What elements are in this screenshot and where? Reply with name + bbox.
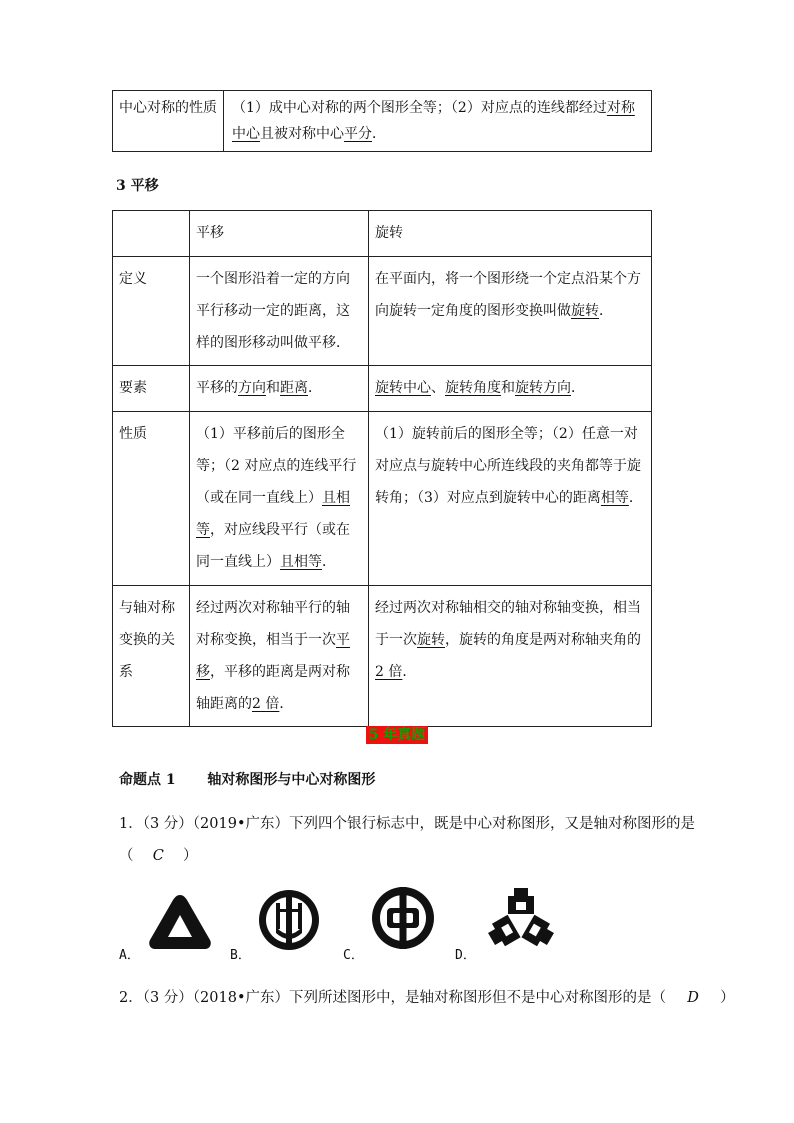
text-segment: ． xyxy=(599,303,613,319)
table-row xyxy=(113,366,652,412)
answer: D xyxy=(687,990,699,1006)
table-row xyxy=(113,257,652,366)
text-segment: ． xyxy=(402,664,417,680)
header-cell-rotation: 旋转 xyxy=(369,211,652,257)
text-segment: 和 xyxy=(266,380,280,396)
real-questions-badge: 5 年真题 xyxy=(366,726,429,744)
text-segment: 和 xyxy=(501,380,515,396)
rich-text xyxy=(375,271,641,319)
option-c-label: C． xyxy=(343,948,364,963)
underlined-answer: 旋转中心 xyxy=(375,380,431,396)
top-table xyxy=(112,90,652,152)
table-row xyxy=(113,412,652,586)
text-segment: 经过两次对称轴平行的轴对称变换，相当于一次 xyxy=(196,600,350,648)
row-label: 性质 xyxy=(113,412,190,586)
row-label: 定义 xyxy=(113,257,190,366)
underlined-answer: 旋转 xyxy=(417,632,445,648)
rich-text xyxy=(196,380,322,396)
text-segment: ． xyxy=(308,380,322,396)
boc-logo-icon xyxy=(370,885,436,951)
rich-text xyxy=(196,600,350,712)
text-segment: 一个图形沿着一定的方向平行移动一定的距离，这样的图形移动叫做平移． xyxy=(196,271,350,351)
underlined-answer: 方向 xyxy=(238,380,266,396)
header-cell-empty xyxy=(113,211,190,257)
paren-open: （ xyxy=(119,848,134,864)
topic-title: 轴对称图形与中心对称图形 xyxy=(207,772,376,788)
answer: C xyxy=(152,848,164,864)
row-left-cell xyxy=(190,257,369,366)
row-left-cell xyxy=(190,366,369,412)
rich-text xyxy=(375,380,585,396)
text-segment: （1）旋转前后的图形全等；（2）任意一对对应点与旋转中心所连线段的夹角都等于旋转角；（3）对应点到旋转中心的距离 xyxy=(375,426,641,506)
text-segment: 经过两次对称轴相交的轴对称轴变换，相当于一次 xyxy=(375,600,641,648)
underlined-answer: 对称中心 xyxy=(232,100,635,142)
table-row xyxy=(113,586,652,727)
top-table-label: 中心对称的性质 xyxy=(113,91,224,152)
topic-label: 命题点 1 xyxy=(119,772,176,788)
option-d-label: D． xyxy=(455,948,476,963)
underlined-answer: 旋转方向 xyxy=(515,380,571,396)
row-right-cell xyxy=(369,412,652,586)
paren-close: ） xyxy=(183,848,198,864)
text-segment: ． xyxy=(372,126,386,142)
text-segment: （1）平移前后的图形全等；（2 对应点的连线平行（或在同一直线上） xyxy=(196,426,357,506)
row-left-cell xyxy=(190,586,369,727)
text-segment: 且被对称中心 xyxy=(260,126,344,142)
abc-bank-logo-icon xyxy=(256,887,322,953)
paren-close: ） xyxy=(720,990,735,1006)
text-segment: ． xyxy=(322,554,336,570)
header-row xyxy=(113,211,652,257)
rich-text xyxy=(232,100,635,142)
underlined-answer: 距离 xyxy=(280,380,308,396)
option-a-label: A． xyxy=(119,948,140,963)
underlined-answer: 且相等 xyxy=(280,554,322,570)
main-table xyxy=(112,210,652,727)
triangle-ring-logo-icon xyxy=(146,893,214,951)
text-segment: 、 xyxy=(431,380,445,396)
rich-text xyxy=(196,271,350,351)
rich-text xyxy=(375,426,643,506)
section-title: 3 平移 xyxy=(116,178,159,194)
text-segment: ，平移的距离是两对称轴距离的 xyxy=(196,664,350,712)
row-left-cell xyxy=(190,412,369,586)
question-2-body: 2．（3 分）（2018•广东）下列所述图形中，是轴对称图形但不是中心对称图形的是（ xyxy=(119,990,667,1006)
row-right-cell xyxy=(369,257,652,366)
text-segment: ，旋转的角度是两对称轴夹角的 xyxy=(445,632,641,648)
question-1-answer-line xyxy=(119,844,198,865)
row-right-cell xyxy=(369,586,652,727)
question-1-text: 1．（3 分）（2019•广东）下列四个银行标志中，既是中心对称图形，又是轴对称图形的是 xyxy=(119,816,696,832)
text-segment: ，对应线段平行（或在同一直线上） xyxy=(196,522,350,570)
rich-text xyxy=(196,426,356,570)
row-label: 要素 xyxy=(113,366,190,412)
underlined-answer: 平移 xyxy=(196,632,350,680)
underlined-answer: 旋转角度 xyxy=(445,380,501,396)
text-segment: 在平面内，将一个图形绕一个定点沿某个方向旋转一定角度的图形变换叫做 xyxy=(375,271,641,319)
text-segment: （1）成中心对称的两个图形全等；（2）对应点的连线都经过 xyxy=(232,100,607,116)
text-segment: 平移的 xyxy=(196,380,238,396)
top-table-content xyxy=(224,91,652,152)
row-label: 与轴对称变换的关系 xyxy=(113,586,190,727)
rich-text xyxy=(375,600,641,680)
underlined-answer: 相等 xyxy=(600,490,629,506)
option-b-label: B． xyxy=(230,948,251,963)
row-right-cell xyxy=(369,366,652,412)
underlined-answer: 2 倍 xyxy=(375,664,403,680)
underlined-answer: 2 倍 xyxy=(252,696,280,712)
underlined-answer: 平分 xyxy=(344,126,372,142)
question-2-text xyxy=(119,986,735,1007)
underlined-answer: 且相等 xyxy=(196,490,350,538)
underlined-answer: 旋转 xyxy=(571,303,599,319)
header-cell-translation: 平移 xyxy=(190,211,369,257)
ccb-logo-icon xyxy=(486,886,556,952)
topic-heading xyxy=(119,769,375,789)
text-segment: ． xyxy=(279,696,294,712)
text-segment: ． xyxy=(628,490,643,506)
text-segment: ． xyxy=(571,380,585,396)
